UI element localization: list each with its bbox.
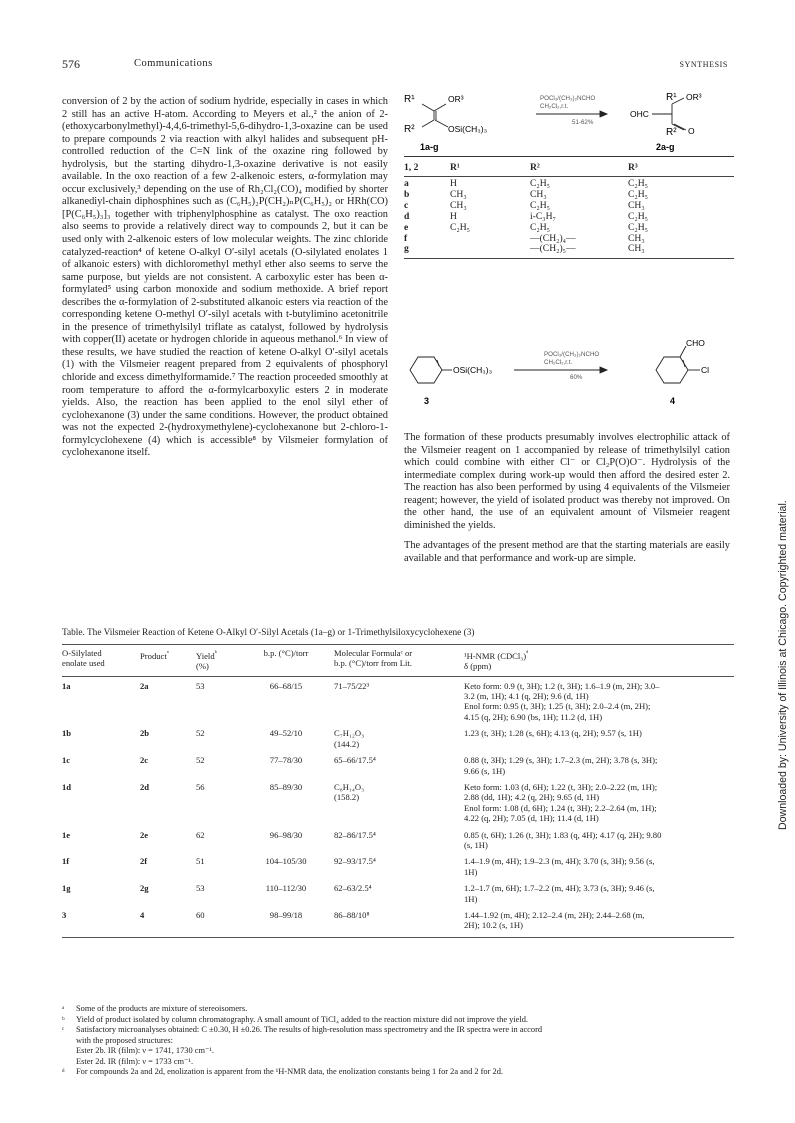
s1-p-ohc: OHC	[630, 109, 649, 119]
footnote-line: with the proposed structures:	[76, 1035, 173, 1045]
left-column-text: conversion of 2 by the action of sodium hydride, especially in cases in which 2 still has an active H-atom. According to Meyers et al.,² the anion of 2-(ethoxycarbonylmethyl)-4,4,6-trimethyl-5,6-dihydro-1,3-oxazine can be used to prepare compounds 2 via reaction with alkyl halides and subsequent pH-controlled reduction of the C=N link of the oxazine ring followed by hydrolysis, but the starting dihydro-1,3-oxazine derivative is not easily available. In the oxo reaction of a few 2-alkenoic esters, α-formylation may occur exclusively,³ depending on the use of Rh₂Cl₂(CO)₄ modified by shorter alkanediyl-chain diphosphines such as (C₆H₅)₂P(CH₂)ₙP(C₆H₅)₂ or HRh(CO) [P(C₆H₅)₃]₃ together with triphenylphosphine as catalyst. The oxo reaction also seems to provide a relatively direct way to compounds 2, but it can be used only with 2-alkenoic esters of low molecular weights. The zinc chloride catalyzed-reaction⁴ of ketene O-alkyl O′-silyl acetals (O-silylated enolates 1 of alkanoic esters) with dichloromethyl methyl ether also seems to serve the same purpose, but yields are not consistent. A carboxylic ester has been α-formylated⁵ using carbon monoxide and sodium methoxide. A brief report describes the α-formylation of 2-substituted alkanoic esters via reaction of the corresponding ketene O-methyl O′-silyl acetals with t-butylimino acetonitrile in the presence of trimethylsilyl triflate as catalyst, followed by hydrolysis with copper(II) acetate or hydrogen chloride in aqueous methanol.⁶ In view of these results, we have studied the reaction of ketene O-alkyl O′-silyl acetals (1) with the Vilsmeier reagent prepared from 2 equivalents of phosphoryl chloride and excess dimethylformamide.⁷ The reaction proceeded smoothly at room temperature to afford the α-formylcarboxylic esters 2 in moderate yields. Also, the reaction has been applied to the enol silyl ether of cyclohexanone (3) under the same conditions. However, the product obtained was not the expected 2-(hydroxymethylene)-cyclohexanone but 2-chloro-1-formylcyclohexene (4) which is accessible⁸ by Vilsmeier formylation of cyclohexanone itself.	[62, 96, 388, 459]
table-row: 1e 2e 62 96–98/30 82–86/17.5⁴ 0.85 (t, 6H); 1.26 (t, 3H); 1.83 (q, 4H); 4.17 (q, 2H); 9.80 (s, 1H)	[62, 829, 662, 850]
th-nmr: ¹H-NMR (CDCl₃)$^ᵈ$ δ (ppm)	[464, 649, 529, 672]
rt-h3: R³	[628, 162, 638, 173]
table-row: 1g 2g 53 110–112/30 62–63/2.5⁴ 1.2–1.7 (m, 6H); 1.7–2.2 (m, 4H); 3.73 (s, 3H); 9.46 (s, 1H)	[62, 883, 655, 904]
s1-p-r2: R²	[666, 127, 677, 138]
s2-yield: 60%	[570, 374, 583, 381]
s1-p-o: O	[688, 126, 695, 136]
paragraph: The advantages of the present method are that the starting materials are easily available and that performance and work-up are simple.	[404, 540, 730, 564]
s1-reagent2: CH₂Cl₂,r.t.	[540, 103, 569, 110]
download-watermark	[760, 230, 789, 830]
paragraph: The formation of these products presumably involves electrophilic attack of the Vilsmeier reagent on 1 accompanied by release of trimethylsilyl cation which could combine with either Cl⁻ or Cl₂P(O)O⁻. Hydrolysis of the intermediate complex during work-up would then afford the desired ester 2. The reaction has also been performed by using 4 equivalents of the Vilsmeier reagent; however, the yield of isolated product was thereby not improved. On the other hand, the use of an equivalent amount of Vilsmeier reagent diminished the yields.	[404, 432, 730, 531]
s2-label-left: 3	[424, 396, 430, 406]
rt-h0: 1, 2	[404, 162, 419, 173]
results-table	[62, 644, 734, 938]
table-caption: Table. The Vilsmeier Reaction of Ketene O-Alkyl O′-Silyl Acetals (1a–g) or 1-Trimethylsiloxycyclohexene (3)	[62, 628, 475, 638]
substituent-table	[404, 156, 734, 259]
s1-or3: OR³	[448, 94, 464, 104]
s1-r1: R¹	[404, 94, 415, 105]
th-formula: Molecular Formulaᶜ or b.p. (°C)/torr from Lit.	[334, 648, 413, 669]
table-row: b CH₃ CH₃ C₂H₅	[404, 188, 649, 200]
table-row: 1a 2a 53 66–68/15 71–75/22³ Keto form: 0.9 (t, 3H); 1.2 (t, 3H); 1.6–1.9 (m, 2H); 3.0– 3.2 (m, 1H); 4.1 (q, 2H); 9.6 (d, 1H) Enol form: 0.95 (t, 3H); 1.25 (t, 3H); 2.0–2.4 (m, 2H); 4.15 (q, 2H); 6.90 (bs, 1H); 11.2 (d, 1H)	[62, 680, 660, 722]
reaction-scheme-2	[404, 336, 734, 416]
s1-yield: 51-62%	[572, 119, 594, 126]
s1-label-left: 1a-g	[420, 142, 439, 152]
table-row: f —(CH₂)₄— CH₃	[404, 232, 645, 244]
th-yield: Yield$^ᵇ$ (%)	[196, 649, 217, 672]
s2-cho: CHO	[686, 338, 705, 348]
s2-reagent2: CH₂Cl₂,r.t.	[544, 359, 573, 366]
section-title: Communications	[134, 58, 213, 69]
results-table-header	[62, 645, 734, 676]
download-notice: Downloaded by: University of Illinois at Chicago. Copyrighted material.	[777, 500, 789, 830]
journal-name: SYNTHESIS	[679, 60, 728, 69]
right-column-text	[404, 432, 730, 573]
page-number: 576	[62, 57, 80, 71]
s1-p-or3: OR³	[686, 92, 702, 102]
rt-h1: R¹	[450, 162, 460, 173]
s2-reagent1: POCl₃/(CH₃)₂NCHO	[544, 351, 600, 358]
reaction-scheme-1	[404, 90, 734, 152]
table-row: e C₂H₅ C₂H₅ C₂H₅	[404, 221, 649, 233]
table-row: 3 4 60 98–99/18 86–88/10⁸ 1.44–1.92 (m, 4H); 2.12–2.4 (m, 2H); 2.44–2.68 (m, 2H); 10.2 (s, 1H)	[62, 909, 645, 931]
footnote: ᵃ Some of the products are mixture of stereoisomers.	[62, 1004, 248, 1013]
s1-reagent1: POCl₃/(CH₃)₂NCHO	[540, 95, 596, 102]
th-product: Product$^ᵃ$	[140, 649, 169, 661]
s1-osi: OSi(CH₃)₃	[448, 124, 488, 134]
s2-label-right: 4	[670, 396, 676, 406]
s1-label-right: 2a-g	[656, 142, 675, 152]
table-row: 1c 2c 52 77–78/30 65–66/17.5⁴ 0.88 (t, 3H); 1.29 (s, 3H); 1.7–2.3 (m, 2H); 3.78 (s, 3H); 9.66 (s, 1H)	[62, 755, 658, 776]
table-row: 1f 2f 51 104–105/30 92–93/17.5⁴ 1.4–1.9 (m, 4H); 1.9–2.3 (m, 4H); 3.70 (s, 3H); 9.56 (s, 1H)	[62, 856, 655, 877]
rt-h2: R²	[530, 162, 540, 173]
footnote-line: Ester 2b. IR (film): ν = 1741, 1730 cm⁻¹.	[76, 1046, 215, 1055]
footnote: ᵇ Yield of product isolated by column chromatography. A small amount of TiCl₄ added to the reaction mixture did not improve the yield.	[62, 1014, 528, 1024]
table-row: 1d 2d 56 85–89/30 C₈H₁₄O₃ (158.2) Keto form: 1.03 (d, 6H); 1.22 (t, 3H); 2.0–2.22 (m, 1H); 2.88 (dd, 1H); 4.2 (q, 2H); 9.65 (d, 1H) Enol form: 1.08 (d, 6H); 1.24 (t, 3H); 2.2–2.64 (m, 1H); 4.22 (q, 2H); 7.05 (d, 1H); 11.4 (d, 1H)	[62, 781, 658, 824]
s2-cl: Cl	[701, 365, 710, 375]
table-row: g —(CH₂)₅— CH₃	[404, 243, 645, 255]
th-enolate: O-Silylated enolate used	[62, 648, 105, 669]
footnote: ᵈ For compounds 2a and 2d, enolization is apparent from the ¹H-NMR data, the enolization constants being 1 for 2a and 2 for 2d.	[62, 1067, 503, 1076]
table-footnotes	[62, 1004, 734, 1078]
s1-r2: R²	[404, 124, 415, 135]
table-row: 1b 2b 52 49–52/10 C₇H₁₂O₃ (144.2) 1.23 (t, 3H); 1.28 (s, 6H); 4.13 (q, 2H); 9.57 (s, 1H)	[62, 728, 642, 749]
table-row: d H i-C₃H₇ C₂H₅	[404, 210, 649, 222]
table-row: c CH₃ C₂H₅ CH₃	[404, 199, 645, 211]
s2-osi: OSi(CH₃)₃	[453, 365, 493, 375]
footnote: ᶜ Satisfactory microanalyses obtained: C ±0.30, H ±0.26. The results of high-resolution mass spectrometry and the IR spectra were in accord	[62, 1025, 543, 1034]
s1-p-r1: R¹	[666, 92, 677, 103]
th-bp: b.p. (°C)/torr	[263, 648, 309, 658]
substituent-table-header	[404, 157, 734, 176]
footnote-line: Ester 2d. IR (film): ν = 1733 cm⁻¹.	[76, 1056, 194, 1066]
table-row: a H C₂H₅ C₂H₅	[404, 178, 649, 189]
